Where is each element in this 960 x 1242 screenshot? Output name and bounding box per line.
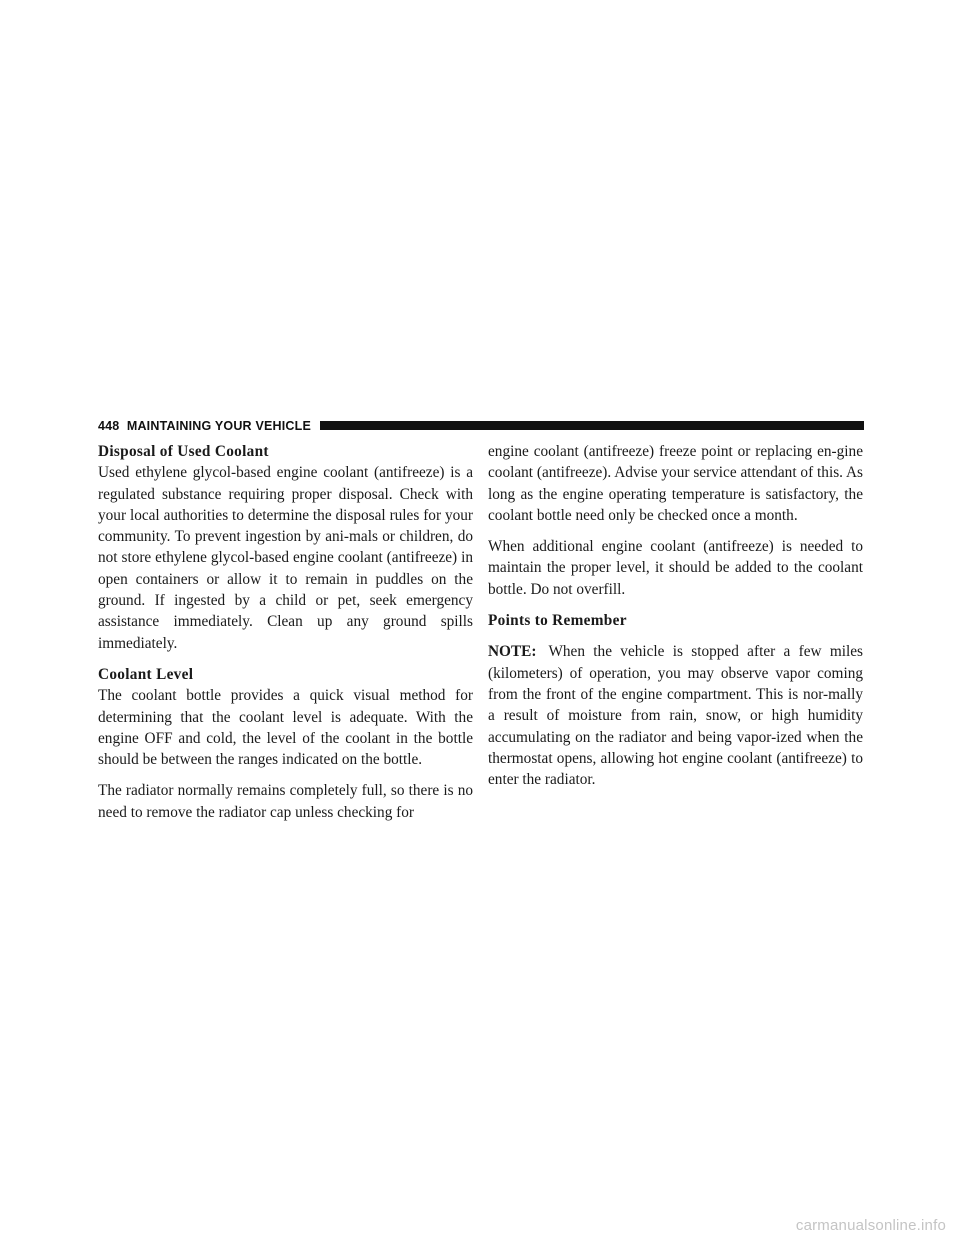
note-paragraph [488,641,863,790]
left-column [98,441,473,833]
radiator-paragraph: The radiator normally remains completely full, so there is no need to remove the radiator cap unless checking for [98,782,473,821]
page-number: 448 [98,419,120,433]
coolant-level-heading: Coolant Level [98,665,194,683]
footer-watermark: carmanualsonline.info [795,1217,946,1234]
page-header [98,418,864,434]
disposal-paragraph: Used ethylene glycol-based engine coolant (antifreeze) is a regulated substance requiring proper disposal. Check with your local authorities to determine the disposal rules for your community. To prevent ingestion by ani-mals or children, do not store ethylene glycol-based engine coolant (antifreeze) in open containers or allow it to remain in puddles on the ground. If ingested by a child or pet, seek emergency assistance immediately. Clean up any ground spills immediately. [98,464,473,652]
header-rule [320,421,864,430]
note-text: When the vehicle is stopped after a few miles (kilometers) of operation, you may observe vapor coming from the front of the engine compartment. This is nor-mally a result of moisture from rain, snow, or high humidity accumulating on the radiator and being vapor-ized when the thermostat opens, allowing hot engine coolant (antifreeze) to enter the radiator. [488,643,863,789]
points-heading: Points to Remember [488,612,627,630]
disposal-heading: Disposal of Used Coolant [98,443,269,460]
radiator-continued-paragraph: engine coolant (antifreeze) freeze point or replacing en-gine coolant (antifreeze). Advise your service attendant of this. As long as the engine operating temperature is satisfactory, the coolant bottle need only be checked once a month. [488,443,863,524]
header-label [98,418,311,434]
note-label: NOTE: [488,643,537,661]
section-title: MAINTAINING YOUR VEHICLE [126,419,312,433]
right-column [488,441,863,800]
coolant-level-paragraph: The coolant bottle provides a quick visual method for determining that the coolant level is adequate. With the engine OFF and cold, the level of the coolant in the bottle should be between the ranges indicated on the bottle. [98,687,473,769]
additional-coolant-paragraph: When additional engine coolant (antifreeze) is needed to maintain the proper level, it should be added to the coolant bottle. Do not overfill. [488,538,863,598]
